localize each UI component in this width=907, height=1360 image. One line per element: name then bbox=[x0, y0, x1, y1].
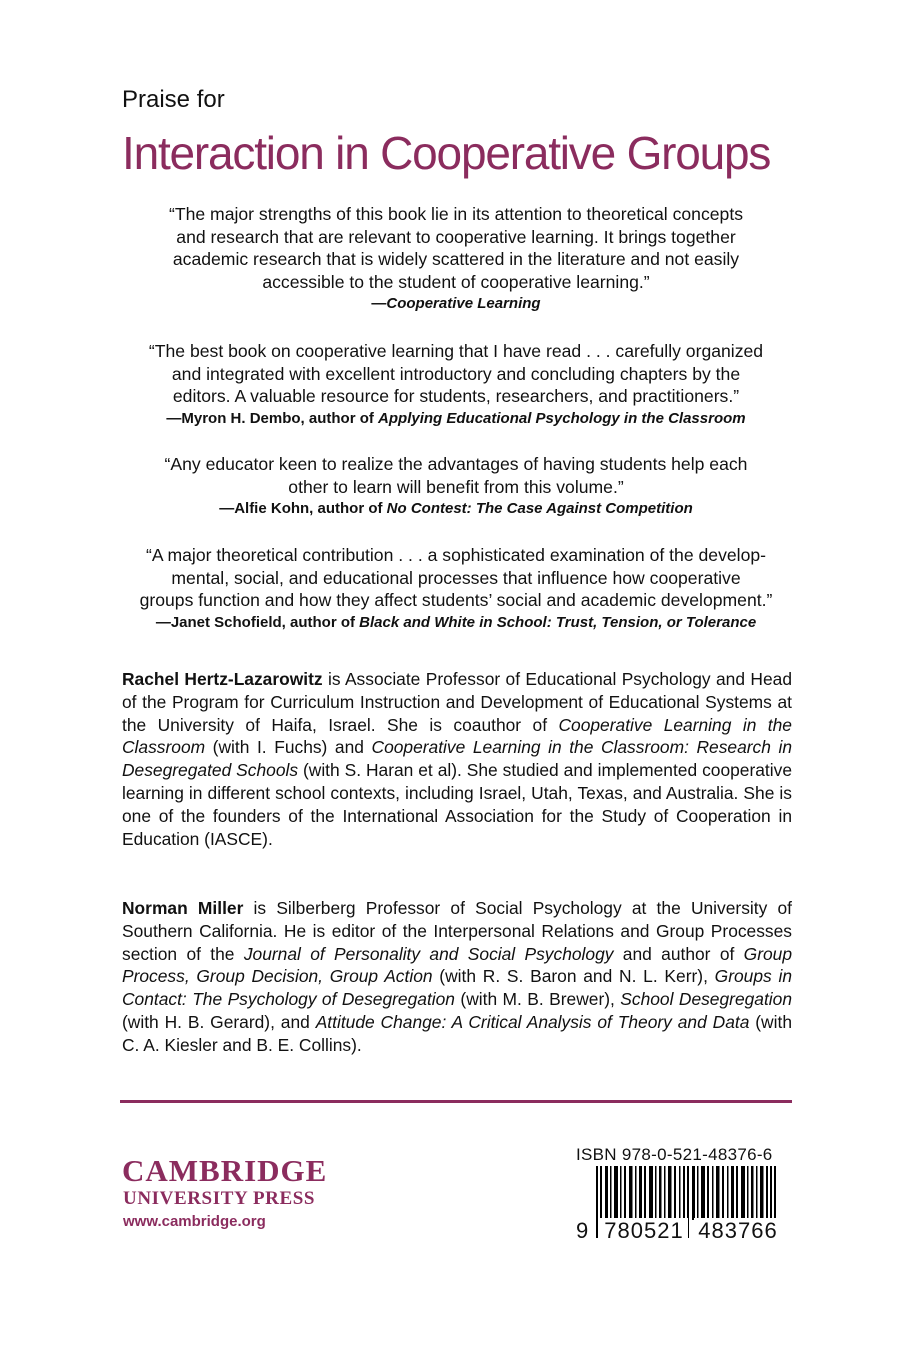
quote-line: academic research that is widely scattered in the literature and not easily bbox=[172, 249, 740, 270]
barcode-digits-left: 780521 bbox=[600, 1218, 688, 1244]
quote-line: “The major strengths of this book lie in its attention to theoretical concepts bbox=[168, 204, 744, 224]
divider-rule bbox=[120, 1100, 792, 1103]
quote-line: and research that are relevant to cooperative learning. It brings together bbox=[176, 226, 736, 247]
quote-attribution: —Janet Schofield, author of Black and White in School: Trust, Tension, or Tolerance bbox=[155, 613, 757, 631]
quote-line: and integrated with excellent introductory and concluding chapters by the bbox=[171, 363, 741, 384]
quote-line: groups function and how they affect students’ social and academic development.” bbox=[139, 590, 773, 611]
book-title-italic: Cooperative Learning in the Classroom: Research in Desegregated Schools bbox=[122, 737, 793, 781]
publisher-url[interactable]: www.cambridge.org bbox=[123, 1213, 266, 1230]
book-title-italic: Groups in Contact: The Psychology of Desegregation bbox=[122, 966, 792, 1010]
author-bio-miller: Norman Miller is Silberberg Professor of Social Psychology at the University of Southern California. He is editor of the Interpersonal Relations and Group Processes section of the Journal of Personality and Social Psychology and author of Group Process, Group Decision, Group Action (with R. S. Baron and N. L. Kerr), Groups in Contact: The Psychology of Desegregation (with M. B. Brewer), School Desegregation (with H. B. Gerard), and Attitude Change: A Critical Analysis of Theory and Data (with C. A. Kiesler and B. E. Collins). bbox=[122, 898, 793, 1055]
quote-block bbox=[110, 453, 802, 520]
isbn-barcode bbox=[576, 1166, 788, 1244]
quote-block bbox=[110, 544, 802, 634]
barcode-digits-right: 483766 bbox=[694, 1218, 782, 1244]
quote-block bbox=[110, 340, 802, 430]
barcode-digit-first: 9 bbox=[576, 1218, 589, 1243]
isbn-label: ISBN 978-0-521-48376-6 bbox=[576, 1145, 773, 1164]
journal-title-italic: Journal of Personality and Social Psychology bbox=[243, 943, 614, 964]
quote-line: editors. A valuable resource for students, researchers, and practitioners.” bbox=[172, 386, 740, 407]
book-title: Interaction in Cooperative Groups bbox=[122, 127, 771, 179]
quote-attribution: —Alfie Kohn, author of No Contest: The Case Against Competition bbox=[219, 500, 693, 518]
attribution-source: Cooperative Learning bbox=[386, 295, 541, 313]
quote-line: other to learn will benefit from this volume.” bbox=[288, 476, 624, 497]
attribution-source: Black and White in School: Trust, Tension, or Tolerance bbox=[359, 613, 757, 631]
author-bio-hertz: Rachel Hertz-Lazarowitz is Associate Professor of Educational Psychology and Head of the Program for Curriculum Instruction and Development of Educational Systems at the University of Haifa, Israel. She is coauthor of Cooperative Learning in the Classroom (with I. Fuchs) and Cooperative Learning in the Classroom: Research in Desegregated Schools (with S. Haran et al). She studied and implemented cooperative learning in different school contexts, including Israel, Utah, Texas, and Australia. She is one of the founders of the International Association for the Study of Cooperation in Education (IASCE). bbox=[122, 669, 793, 849]
praise-for-label: Praise for bbox=[122, 86, 225, 113]
quote-block bbox=[110, 203, 802, 315]
publisher-logo-name: CAMBRIDGE bbox=[122, 1153, 328, 1188]
book-title-italic: Attitude Change: A Critical Analysis of Theory and Data bbox=[315, 1011, 750, 1032]
quote-line: accessible to the student of cooperative learning.” bbox=[262, 271, 650, 292]
quote-line: “A major theoretical contribution . . . a sophisticated examination of the develop- bbox=[145, 545, 767, 565]
book-title-italic: Group Process, Group Decision, Group Action bbox=[122, 943, 793, 987]
quote-attribution: —Myron H. Dembo, author of Applying Educational Psychology in the Classroom bbox=[166, 409, 746, 427]
publisher-logo-subtitle: UNIVERSITY PRESS bbox=[123, 1188, 316, 1209]
attribution-source: Applying Educational Psychology in the Classroom bbox=[378, 409, 746, 427]
quote-line: “The best book on cooperative learning that I have read . . . carefully organized bbox=[148, 341, 764, 361]
quote-line: “Any educator keen to realize the advantages of having students help each bbox=[164, 454, 748, 474]
quote-line: mental, social, and educational processes that influence how cooperative bbox=[171, 567, 741, 588]
author-name: Norman Miller bbox=[122, 898, 244, 918]
attribution-source: No Contest: The Case Against Competition bbox=[386, 500, 693, 518]
author-name: Rachel Hertz-Lazarowitz bbox=[122, 669, 323, 689]
book-title-italic: School Desegregation bbox=[620, 989, 792, 1010]
quote-attribution: —Cooperative Learning bbox=[371, 295, 541, 313]
book-title-italic: Cooperative Learning in the Classroom bbox=[122, 714, 792, 758]
